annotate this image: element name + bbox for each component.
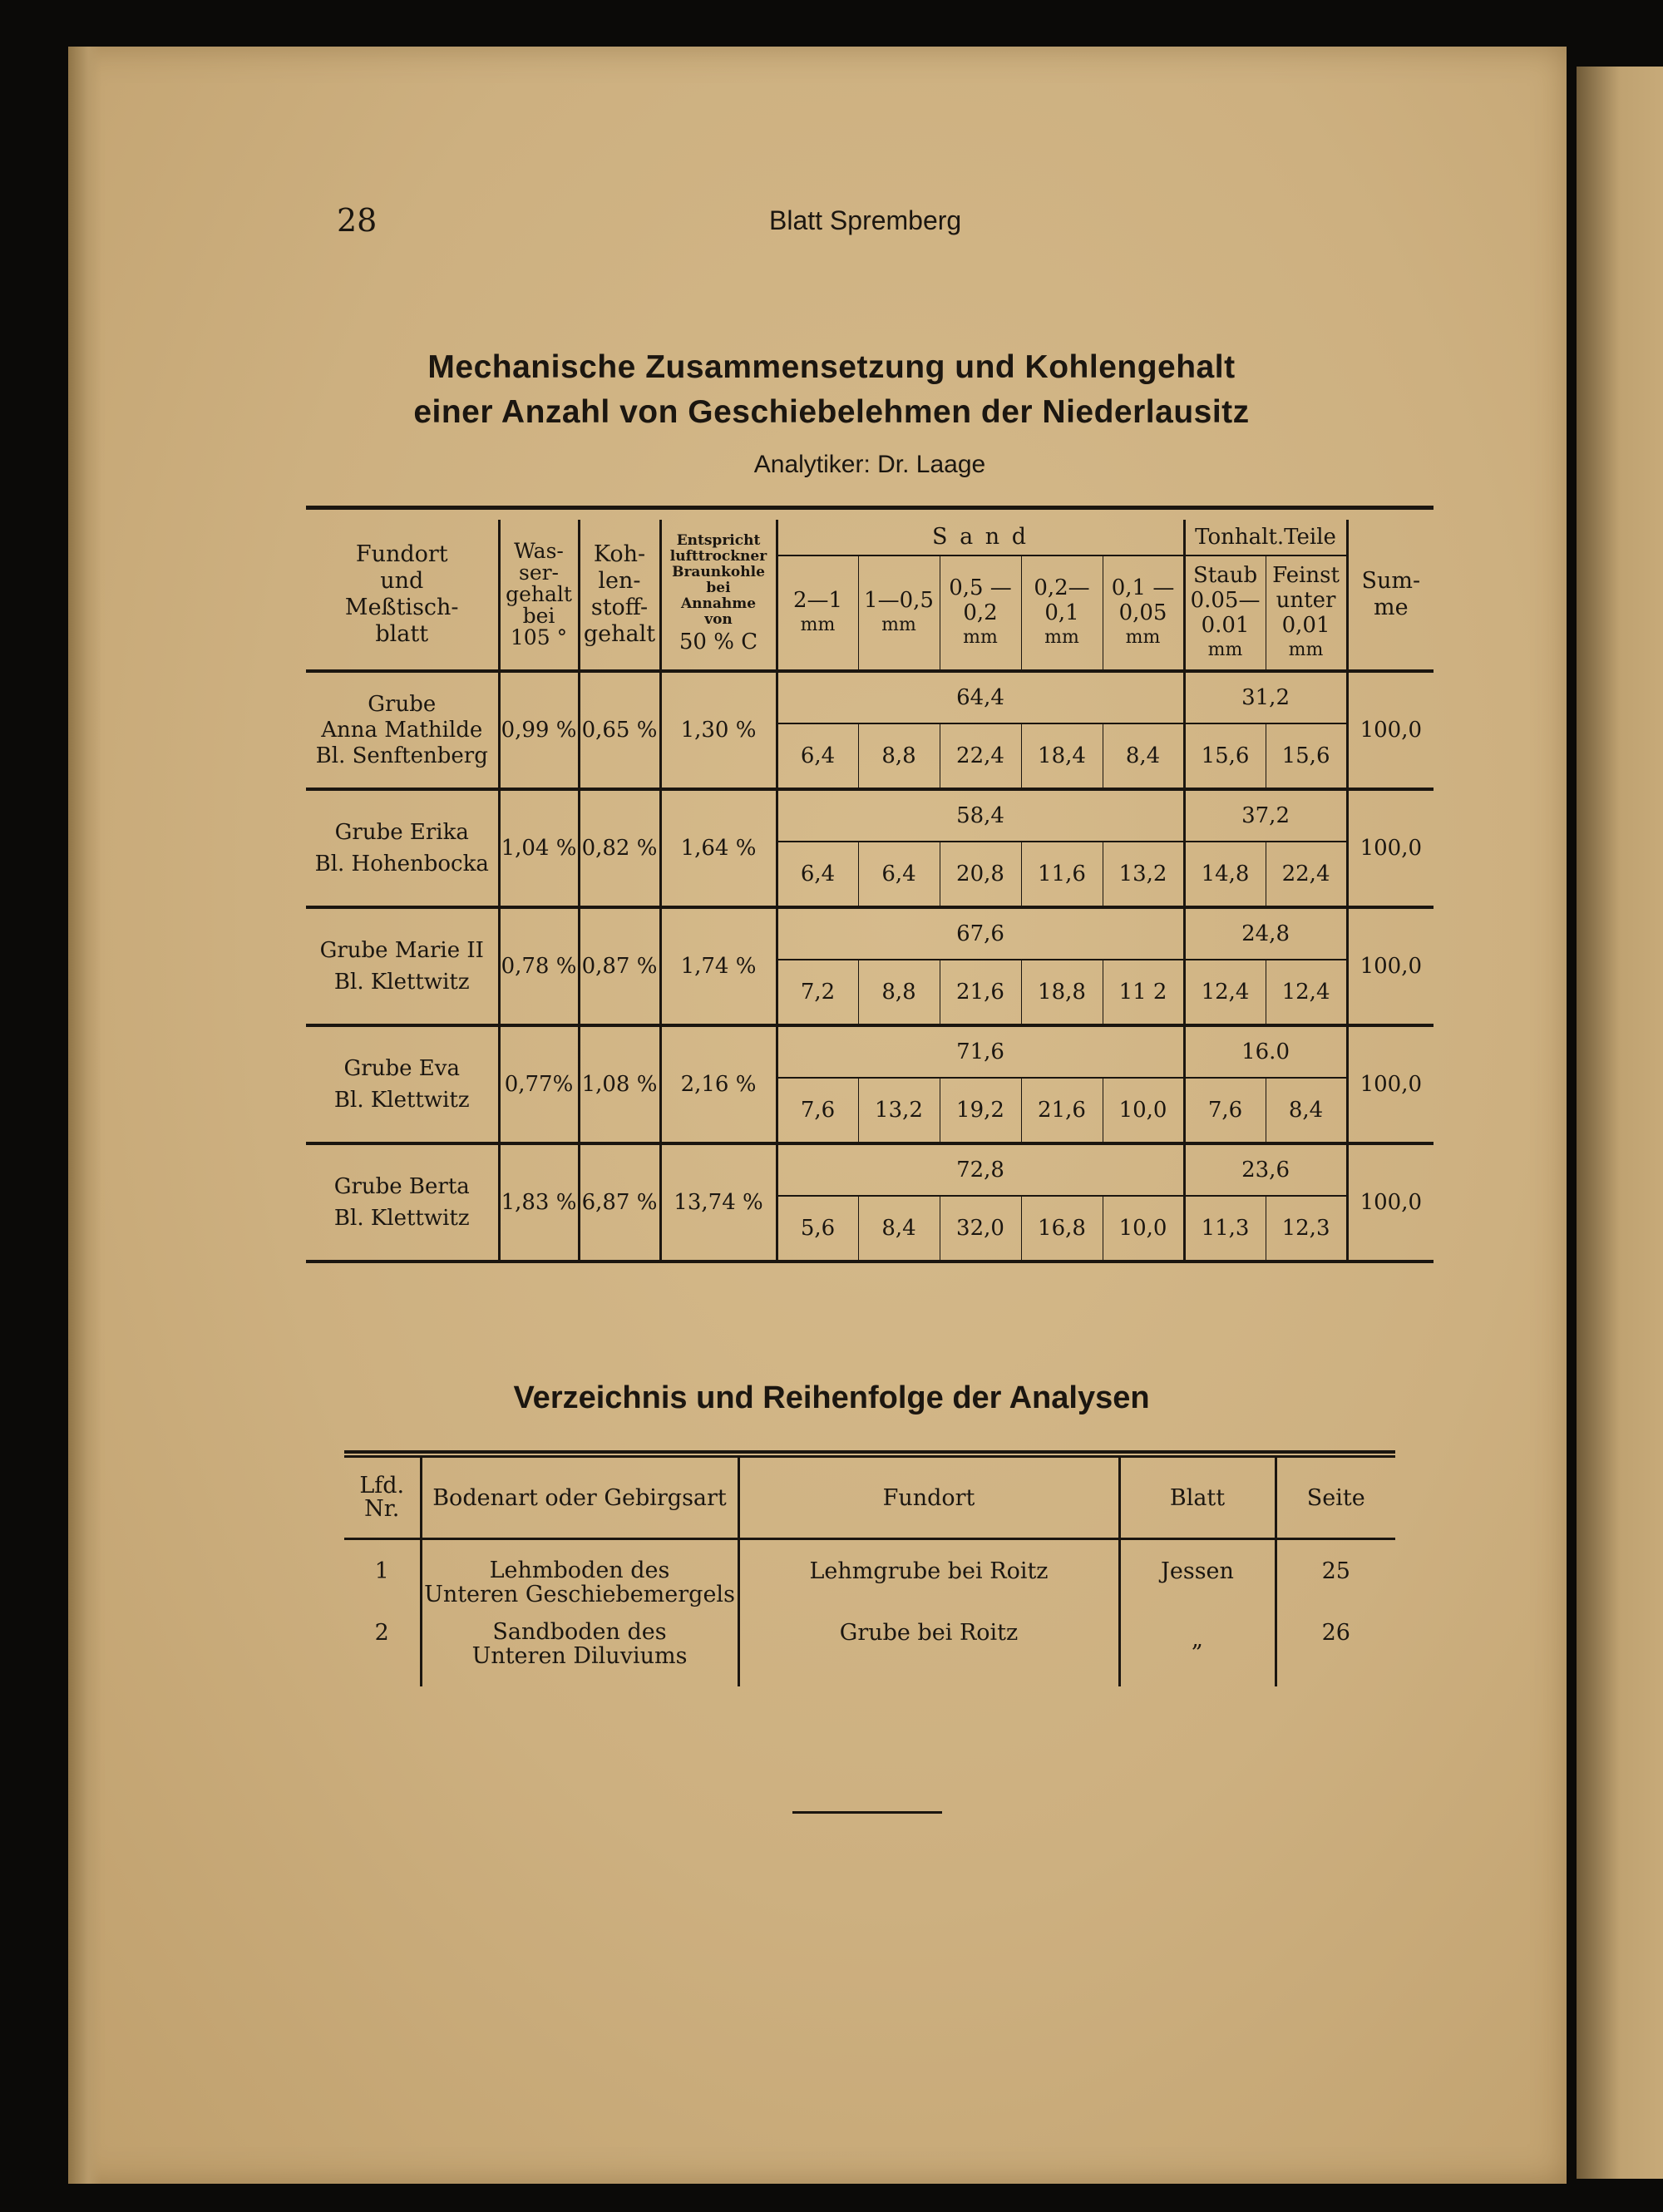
cell-sand: 11 2 <box>1103 960 1184 1025</box>
row-kohlenstoffgehalt: 0,65 % <box>579 671 660 789</box>
cell-sand: 13,2 <box>1103 842 1184 907</box>
table-row <box>344 1539 1395 1607</box>
cell-ton: 12,4 <box>1184 960 1266 1025</box>
row-summe: 100,0 <box>1347 789 1434 907</box>
cell-sand: 6,4 <box>777 842 858 907</box>
cell-sand: 5,6 <box>777 1196 858 1262</box>
row-summe: 100,0 <box>1347 1143 1434 1262</box>
row-ton-total: 16.0 <box>1184 1025 1347 1078</box>
row-kohlenstoffgehalt: 0,87 % <box>579 907 660 1025</box>
running-head: Blatt Spremberg <box>769 205 962 235</box>
header-wassergehalt: Was- ser- gehalt bei 105 ° <box>499 520 579 671</box>
header-sand-2-1: 2—1 mm <box>777 555 858 671</box>
table-title-line-1: Mechanische Zusammensetzung und Kohlengehalt <box>427 349 1236 385</box>
end-rule <box>792 1811 942 1814</box>
row-bodenart: Lehmboden des Unteren Geschiebemergels <box>421 1539 738 1607</box>
table-row <box>306 1143 1434 1196</box>
row-sand-total: 64,4 <box>777 671 1184 723</box>
cell-sand: 19,2 <box>940 1078 1021 1143</box>
header-feinst: Feinst unter 0,01 mm <box>1266 555 1347 671</box>
row-entspricht: 1,74 % <box>660 907 777 1025</box>
row-entspricht: 13,74 % <box>660 1143 777 1262</box>
cell-sand: 10,0 <box>1103 1078 1184 1143</box>
cell-sand: 13,2 <box>858 1078 940 1143</box>
table-row <box>306 907 1434 960</box>
cell-sand: 10,0 <box>1103 1196 1184 1262</box>
row-summe: 100,0 <box>1347 1025 1434 1143</box>
cell-sand: 8,4 <box>1103 723 1184 789</box>
table-row <box>306 789 1434 842</box>
row-bodenart: Sandboden des Unteren Diluviums <box>421 1607 738 1686</box>
header-summe: Sum- me <box>1347 520 1434 671</box>
header-sand-01-005: 0,1 — 0,05 mm <box>1103 555 1184 671</box>
cell-ton: 11,3 <box>1184 1196 1266 1262</box>
header-lfd-nr: Lfd. Nr. <box>344 1457 421 1539</box>
cell-sand: 18,4 <box>1021 723 1103 789</box>
cell-sand: 8,4 <box>858 1196 940 1262</box>
verzeichnis-table <box>344 1455 1395 1686</box>
row-nr: 2 <box>374 1620 389 1646</box>
cell-sand: 6,4 <box>858 842 940 907</box>
row-wassergehalt: 1,04 % <box>499 789 579 907</box>
cell-sand: 7,2 <box>777 960 858 1025</box>
row-kohlenstoffgehalt: 1,08 % <box>579 1025 660 1143</box>
row-seite: 25 <box>1276 1539 1395 1607</box>
header-tonhaltige-teile: Tonhalt.Teile <box>1184 520 1347 555</box>
row-fundort: Lehmgrube bei Roitz <box>738 1539 1119 1607</box>
row-nr: 1 <box>374 1558 389 1584</box>
cell-sand: 21,6 <box>1021 1078 1103 1143</box>
table-title-line-2: einer Anzahl von Geschiebelehmen der Niederlausitz <box>413 394 1250 430</box>
header-staub: Staub 0.05— 0.01 mm <box>1184 555 1266 671</box>
cell-ton: 22,4 <box>1266 842 1347 907</box>
header-fundort: Fundort <box>738 1457 1119 1539</box>
page-number: 28 <box>337 202 378 239</box>
cell-ton: 7,6 <box>1184 1078 1266 1143</box>
row-blatt: „ <box>1119 1607 1276 1686</box>
row-fundort: Grube Berta Bl. Klettwitz <box>306 1143 499 1262</box>
header-entspricht: Entspricht lufttrockner Braunkohle bei Annahme von 50 % C <box>660 520 777 671</box>
row-fundort: Grube Eva Bl. Klettwitz <box>306 1025 499 1143</box>
row-sand-total: 72,8 <box>777 1143 1184 1196</box>
table-row <box>344 1607 1395 1686</box>
row-sand-total: 58,4 <box>777 789 1184 842</box>
cell-sand: 21,6 <box>940 960 1021 1025</box>
cell-sand: 7,6 <box>777 1078 858 1143</box>
cell-ton: 14,8 <box>1184 842 1266 907</box>
row-wassergehalt: 0,99 % <box>499 671 579 789</box>
analyst-line: Analytiker: Dr. Laage <box>753 451 986 478</box>
row-fundort: Grube Anna Mathilde Bl. Senftenberg <box>306 671 499 789</box>
mechanical-composition-table <box>306 520 1434 1263</box>
row-ton-total: 31,2 <box>1184 671 1347 723</box>
verzeichnis-title: Verzeichnis und Reihenfolge der Analysen <box>513 1380 1150 1415</box>
cell-sand: 20,8 <box>940 842 1021 907</box>
header-sand: S a n d <box>777 520 1184 555</box>
row-wassergehalt: 0,78 % <box>499 907 579 1025</box>
row-wassergehalt: 0,77% <box>499 1025 579 1143</box>
cell-sand: 8,8 <box>858 723 940 789</box>
row-entspricht: 1,30 % <box>660 671 777 789</box>
row-kohlenstoffgehalt: 0,82 % <box>579 789 660 907</box>
header-seite: Seite <box>1276 1457 1395 1539</box>
cell-sand: 18,8 <box>1021 960 1103 1025</box>
row-seite: 26 <box>1276 1607 1395 1686</box>
cell-sand: 22,4 <box>940 723 1021 789</box>
cell-sand: 6,4 <box>777 723 858 789</box>
cell-ton: 12,4 <box>1266 960 1347 1025</box>
verzeichnis-top-rule <box>344 1450 1395 1454</box>
row-ton-total: 37,2 <box>1184 789 1347 842</box>
cell-sand: 32,0 <box>940 1196 1021 1262</box>
row-fundort: Grube Erika Bl. Hohenbocka <box>306 789 499 907</box>
row-kohlenstoffgehalt: 6,87 % <box>579 1143 660 1262</box>
header-sand-05-02: 0,5 — 0,2 mm <box>940 555 1021 671</box>
row-ton-total: 23,6 <box>1184 1143 1347 1196</box>
cell-ton: 15,6 <box>1184 723 1266 789</box>
cell-sand: 16,8 <box>1021 1196 1103 1262</box>
row-wassergehalt: 1,83 % <box>499 1143 579 1262</box>
header-sand-02-01: 0,2— 0,1 mm <box>1021 555 1103 671</box>
row-sand-total: 67,6 <box>777 907 1184 960</box>
header-blatt: Blatt <box>1119 1457 1276 1539</box>
table-row <box>306 1025 1434 1078</box>
row-summe: 100,0 <box>1347 907 1434 1025</box>
cell-sand: 8,8 <box>858 960 940 1025</box>
row-fundort: Grube Marie II Bl. Klettwitz <box>306 907 499 1025</box>
row-ton-total: 24,8 <box>1184 907 1347 960</box>
header-fundort: Fundort und Meßtisch- blatt <box>306 520 499 671</box>
cell-ton: 8,4 <box>1266 1078 1347 1143</box>
row-entspricht: 2,16 % <box>660 1025 777 1143</box>
header-sand-1-05: 1—0,5 mm <box>858 555 940 671</box>
cell-sand: 11,6 <box>1021 842 1103 907</box>
row-summe: 100,0 <box>1347 671 1434 789</box>
row-blatt: Jessen <box>1119 1539 1276 1607</box>
table-top-rule <box>306 506 1434 510</box>
row-entspricht: 1,64 % <box>660 789 777 907</box>
header-kohlenstoffgehalt: Koh- len- stoff- gehalt <box>579 520 660 671</box>
cell-ton: 12,3 <box>1266 1196 1347 1262</box>
header-bodenart: Bodenart oder Gebirgsart <box>421 1457 738 1539</box>
table-row <box>306 671 1434 723</box>
row-sand-total: 71,6 <box>777 1025 1184 1078</box>
cell-ton: 15,6 <box>1266 723 1347 789</box>
row-fundort: Grube bei Roitz <box>738 1607 1119 1686</box>
